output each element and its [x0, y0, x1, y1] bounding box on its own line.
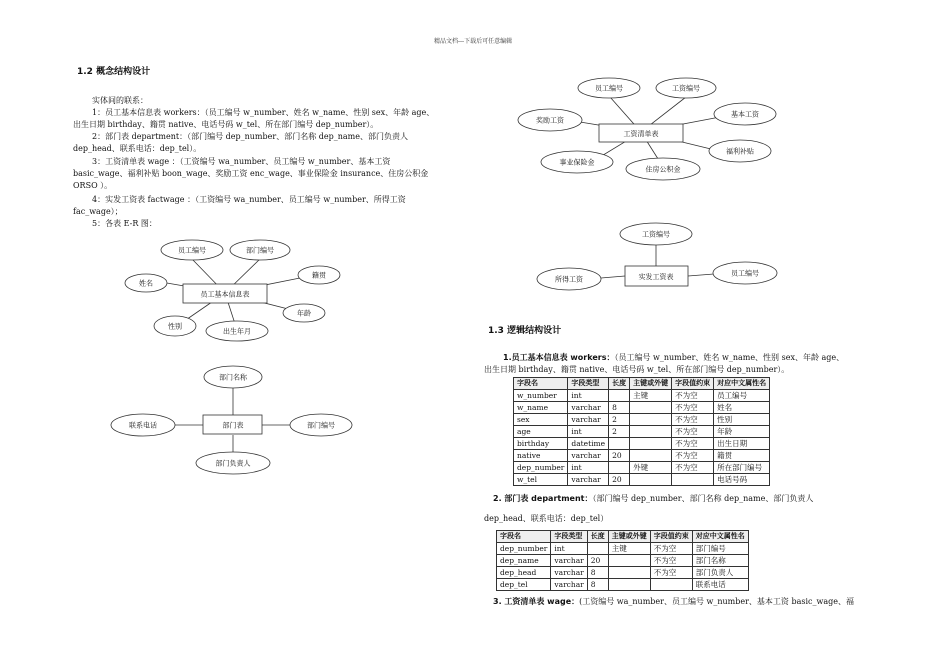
workers-table-cell: dep_number	[514, 462, 568, 474]
workers-table-cell: 电话号码	[714, 474, 770, 486]
para2-line1: 2：部门表 department：（部门编号 dep_number、部门名称 dep_name、部门负责人	[92, 132, 408, 141]
workers-table-cell: 员工编号	[714, 390, 770, 402]
section-title-1-3: 1.3 逻辑结构设计	[488, 326, 562, 336]
table3-heading	[493, 597, 854, 607]
department-table-cell: 8	[587, 567, 608, 579]
department-table-cell: dep_number	[497, 543, 551, 555]
workers-table-cell: 不为空	[672, 462, 714, 474]
workers-table-row	[514, 438, 770, 450]
workers-table-cell: sex	[514, 414, 568, 426]
workers-table-cell: 性别	[714, 414, 770, 426]
er-wage-attr-0: 员工编号	[595, 84, 623, 93]
er-workers-attr-0: 员工编号	[178, 246, 206, 255]
department-table-cell: 联系电话	[692, 579, 748, 591]
intro-text: 实体间的联系：	[92, 96, 148, 105]
para1-line1: 1：员工基本信息表 workers：（员工编号 w_number、姓名 w_name、性别 sex、年龄 age、	[92, 108, 435, 117]
workers-table-row	[514, 390, 770, 402]
department-table-cell: varchar	[551, 567, 587, 579]
er-department-entity: 部门表	[222, 421, 244, 430]
er-workers-attr-3: 姓名	[139, 279, 153, 288]
para3-line2: basic_wage、福利补贴 boon_wage、奖励工资 enc_wage、事业保险金 insurance、住房公积金	[73, 169, 429, 178]
workers-table-cell: 籍贯	[714, 450, 770, 462]
workers-table-cell	[630, 438, 672, 450]
workers-table-row	[514, 474, 770, 486]
er-workers-attr-4: 年龄	[297, 309, 311, 318]
department-table-cell: 不为空	[650, 543, 692, 555]
er-department-attr-1: 联系电话	[129, 421, 157, 430]
department-table-header-cell: 长度	[587, 531, 608, 543]
workers-table-cell: 不为空	[672, 450, 714, 462]
workers-table-cell: w_number	[514, 390, 568, 402]
workers-table-cell: w_name	[514, 402, 568, 414]
department-table-cell	[608, 567, 650, 579]
workers-table-header-cell: 长度	[609, 378, 630, 390]
workers-table-cell: 2	[609, 426, 630, 438]
workers-table-cell	[609, 390, 630, 402]
workers-table-cell	[609, 438, 630, 450]
workers-table-row	[514, 450, 770, 462]
workers-table-cell	[630, 414, 672, 426]
para1-line2: 出生日期 birthday、籍贯 native、电话号码 w_tel、所在部门编号 dep_number）。	[73, 120, 379, 129]
workers-table-cell	[630, 474, 672, 486]
department-table-row	[497, 555, 749, 567]
er-factwage	[537, 223, 777, 290]
department-table-cell: dep_name	[497, 555, 551, 567]
er-wage-attr-6: 住房公积金	[645, 165, 681, 174]
workers-table-cell: 不为空	[672, 390, 714, 402]
table3-desc: (工资编号 wa_number、员工编号 w_number、基本工资 basic_wage、福	[579, 597, 854, 606]
department-table-cell	[650, 579, 692, 591]
workers-table-cell: 出生日期	[714, 438, 770, 450]
table3-title: 3. 工资清单表 wage：	[493, 597, 580, 606]
er-wage	[518, 78, 776, 180]
table1-desc-line2: 出生日期 birthday、籍贯 native、电话号码 w_tel、所在部门编号 dep_number）。	[484, 365, 790, 374]
er-department-attr-0: 部门名称	[219, 373, 247, 382]
workers-table-cell: 20	[609, 474, 630, 486]
workers-table-cell	[672, 474, 714, 486]
table2-heading	[493, 494, 813, 504]
er-workers-attr-6: 出生年月	[223, 327, 251, 336]
department-table-cell: varchar	[551, 579, 587, 591]
workers-table-cell: 不为空	[672, 438, 714, 450]
workers-table-cell: 不为空	[672, 402, 714, 414]
department-table-row	[497, 567, 749, 579]
para2-line2: dep_head、联系电话：dep_tel）。	[73, 144, 202, 153]
er-department	[111, 366, 352, 474]
department-table-cell: 不为空	[650, 555, 692, 567]
workers-table-header-cell: 字段值约束	[672, 378, 714, 390]
workers-table-cell	[609, 462, 630, 474]
department-table-cell: 部门名称	[692, 555, 748, 567]
department-table-header-cell: 字段名	[497, 531, 551, 543]
workers-table-cell: birthday	[514, 438, 568, 450]
er-workers-entity: 员工基本信息表	[200, 290, 250, 299]
workers-table-header-cell: 字段名	[514, 378, 568, 390]
table2-desc-line1: （部门编号 dep_number、部门名称 dep_name、部门负责人	[592, 494, 814, 503]
workers-table-row	[514, 426, 770, 438]
workers-table-cell: 20	[609, 450, 630, 462]
workers-table-cell	[630, 450, 672, 462]
workers-table-cell: int	[568, 390, 609, 402]
er-workers-attr-2: 籍贯	[312, 271, 326, 280]
workers-table-cell: native	[514, 450, 568, 462]
workers-table-cell: varchar	[568, 402, 609, 414]
workers-table-cell: 姓名	[714, 402, 770, 414]
er-workers	[125, 240, 340, 341]
workers-table-cell: 8	[609, 402, 630, 414]
department-table-cell: varchar	[551, 555, 587, 567]
workers-table-header-cell: 字段类型	[568, 378, 609, 390]
er-wage-attr-2: 奖励工资	[536, 116, 564, 125]
department-table-cell: 8	[587, 579, 608, 591]
table1-desc-line1: （员工编号 w_number、姓名 w_name、性别 sex、年龄 age、	[614, 353, 845, 362]
department-table-header-cell: 字段值约束	[650, 531, 692, 543]
department-table-cell	[608, 555, 650, 567]
department-table-cell: 不为空	[650, 567, 692, 579]
workers-table-row	[514, 462, 770, 474]
workers-table-header-cell: 主键或外键	[630, 378, 672, 390]
workers-table-cell	[630, 426, 672, 438]
workers-table-cell: varchar	[568, 450, 609, 462]
er-workers-attr-1: 部门编号	[246, 246, 274, 255]
workers-table-cell	[630, 402, 672, 414]
er-factwage-attr-0: 工资编号	[642, 230, 670, 239]
department-table-header-cell: 对应中文属性名	[692, 531, 748, 543]
workers-table-cell: age	[514, 426, 568, 438]
department-table-cell: int	[551, 543, 587, 555]
er-wage-attr-4: 福利补贴	[726, 147, 754, 156]
table1-heading	[503, 353, 844, 363]
er-workers-attr-5: 性别	[168, 322, 182, 331]
department-table-cell: dep_head	[497, 567, 551, 579]
workers-table-cell: varchar	[568, 414, 609, 426]
department-table-row	[497, 543, 749, 555]
workers-table-cell: int	[568, 426, 609, 438]
workers-table-cell: varchar	[568, 474, 609, 486]
para3-line1: 3：工资清单表 wage ：（工资编号 wa_number、员工编号 w_number、基本工资	[92, 157, 391, 166]
er-wage-attr-1: 工资编号	[672, 84, 700, 93]
workers-table-cell: datetime	[568, 438, 609, 450]
workers-table-row	[514, 402, 770, 414]
department-table-cell: dep_tel	[497, 579, 551, 591]
para4-line2: fac_wage）；	[73, 207, 123, 216]
er-factwage-attr-1: 所得工资	[555, 275, 583, 284]
workers-table-header-cell: 对应中文属性名	[714, 378, 770, 390]
para5-text: 5：各表 E-R 图：	[92, 219, 157, 228]
page-header: 精品文档---下载后可任意编辑	[434, 38, 513, 45]
workers-table-cell: w_tel	[514, 474, 568, 486]
workers-table-cell: 不为空	[672, 426, 714, 438]
er-wage-entity: 工资清单表	[623, 130, 659, 138]
department-table-row	[497, 579, 749, 591]
er-factwage-attr-2: 员工编号	[731, 269, 759, 278]
workers-table-cell: 2	[609, 414, 630, 426]
table2-desc-line2: dep_head、联系电话：dep_tel）	[484, 514, 609, 523]
para4-line1: 4：实发工资表 factwage ：（工资编号 wa_number、员工编号 w_number、所得工资	[92, 195, 406, 204]
er-factwage-entity: 实发工资表	[638, 273, 674, 281]
section-title-1-2: 1.2 概念结构设计	[77, 67, 151, 77]
department-table-cell: 部门负责人	[692, 567, 748, 579]
department-table-header-cell: 字段类型	[551, 531, 587, 543]
er-wage-attr-3: 基本工资	[731, 110, 759, 119]
er-wage-attr-5: 事业保险金	[559, 158, 595, 167]
workers-table-cell: int	[568, 462, 609, 474]
table-department	[496, 530, 749, 591]
table-workers	[513, 377, 770, 486]
department-table-cell: 部门编号	[692, 543, 748, 555]
department-table-cell: 20	[587, 555, 608, 567]
department-table-header-cell: 主键或外键	[608, 531, 650, 543]
department-table-cell: 主键	[608, 543, 650, 555]
workers-table-cell: 年龄	[714, 426, 770, 438]
workers-table-row	[514, 414, 770, 426]
department-table-cell	[608, 579, 650, 591]
workers-table-cell: 外键	[630, 462, 672, 474]
table2-title: 2. 部门表 department：	[493, 494, 593, 503]
er-department-attr-2: 部门编号	[307, 421, 335, 430]
er-department-attr-3: 部门负责人	[215, 459, 251, 468]
table1-title: 1.员工基本信息表 workers：	[503, 353, 615, 362]
workers-table-cell: 所在部门编号	[714, 462, 770, 474]
department-table-cell	[587, 543, 608, 555]
workers-table-cell: 主键	[630, 390, 672, 402]
workers-table-cell: 不为空	[672, 414, 714, 426]
para3-line3: ORSO ）。	[73, 181, 113, 190]
